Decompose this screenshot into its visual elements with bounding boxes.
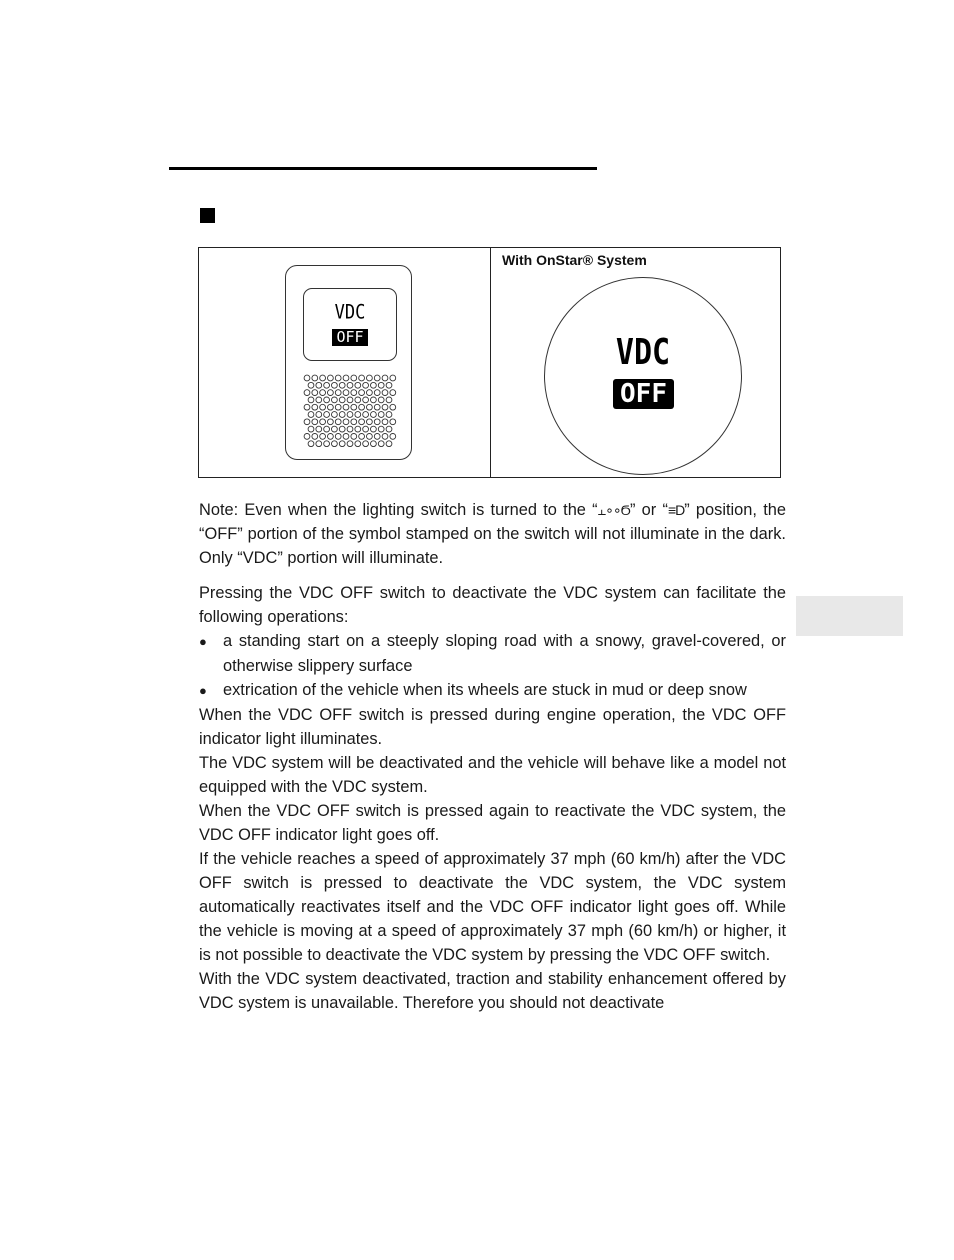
grille-hole (382, 419, 388, 425)
grille-hole (343, 375, 349, 381)
note-text-start: Note: Even when the lighting switch is turned to the “ (199, 501, 598, 519)
grille-hole (335, 375, 341, 381)
indicator-off-label: OFF (613, 379, 674, 409)
grille-hole (324, 412, 330, 418)
grille-hole (308, 382, 314, 388)
grille-hole (382, 375, 388, 381)
bullet-icon: ● (199, 683, 207, 698)
grille-hole (371, 382, 377, 388)
grille-hole (347, 426, 353, 432)
grille-hole (374, 404, 380, 410)
grille-hole (339, 382, 345, 388)
figure-caption: With OnStar® System (502, 252, 647, 268)
note-text-mid: ” or “ (629, 501, 668, 519)
grille-hole (359, 390, 365, 396)
body-text (199, 498, 786, 1015)
grille-hole (355, 382, 361, 388)
body-paragraph: When the VDC OFF switch is pressed during engine operation, the VDC OFF indicator light illuminates. (199, 706, 786, 748)
grille-hole (371, 397, 377, 403)
grille-hole (386, 426, 392, 432)
grille-hole (367, 375, 373, 381)
grille-hole (363, 426, 369, 432)
grille-hole (367, 404, 373, 410)
grille-hole (386, 412, 392, 418)
vdc-off-switch-button (303, 288, 397, 361)
switch-off-label: OFF (332, 329, 368, 346)
grille-hole (367, 390, 373, 396)
grille-hole (378, 397, 384, 403)
indicator-vdc-label: VDC (615, 331, 671, 374)
grille-hole (320, 404, 326, 410)
grille-hole (328, 419, 334, 425)
grille-hole (363, 441, 369, 447)
grille-hole (359, 375, 365, 381)
grille-hole (371, 412, 377, 418)
grille-hole (347, 412, 353, 418)
header-rule (169, 167, 597, 170)
grille-hole (332, 426, 338, 432)
vdc-off-switch (285, 265, 412, 460)
grille-hole (355, 441, 361, 447)
grille-hole (371, 426, 377, 432)
note-text-end: ” position, the “OFF” portion of the symbol stamped on the switch will not illuminate in the dark. Only “VDC” portion will illuminate. (199, 501, 786, 567)
grille-hole (347, 382, 353, 388)
grille-hole (335, 390, 341, 396)
grille-hole (371, 441, 377, 447)
grille-hole (316, 397, 322, 403)
grille-hole (363, 397, 369, 403)
grille-hole (328, 404, 334, 410)
note-paragraph (199, 498, 786, 570)
grille-hole (316, 382, 322, 388)
grille-hole (339, 412, 345, 418)
grille-hole (390, 419, 396, 425)
grille-hole (308, 426, 314, 432)
grille-hole (332, 412, 338, 418)
grille-hole (382, 434, 388, 440)
bullet-item (199, 678, 786, 703)
grille-hole (304, 375, 310, 381)
grille-hole (328, 375, 334, 381)
body-paragraph: If the vehicle reaches a speed of approximately 37 mph (60 km/h) after the VDC OFF switch is pressed to deactivate the VDC system, the VDC system automatically reactivates itself and the VDC OFF indicator light goes off. While the vehicle is moving at a speed of approximately 37 mph (60 km/h) or higher, it is not possible to deactivate the VDC system by pressing the VDC OFF switch. (199, 850, 786, 964)
vdc-off-indicator (544, 277, 742, 475)
grille-hole (382, 404, 388, 410)
grille-hole (386, 397, 392, 403)
grille-hole (320, 419, 326, 425)
grille-hole (335, 434, 341, 440)
body-paragraph: With the VDC system deactivated, traction and stability enhancement offered by VDC system is unavailable. Therefore you should not deactivate (199, 970, 786, 1012)
grille-hole (308, 441, 314, 447)
speaker-grille (303, 374, 397, 448)
grille-hole (320, 434, 326, 440)
grille-hole (374, 375, 380, 381)
grille-hole (390, 434, 396, 440)
grille-hole (347, 397, 353, 403)
grille-hole (312, 390, 318, 396)
grille-hole (312, 375, 318, 381)
grille-hole (304, 390, 310, 396)
grille-hole (332, 397, 338, 403)
intro-paragraph: Pressing the VDC OFF switch to deactivate the VDC system can facilitate the following operations: (199, 584, 786, 626)
grille-hole (339, 397, 345, 403)
grille-hole (390, 390, 396, 396)
bullet-text: a standing start on a steeply sloping road with a snowy, gravel-covered, or otherwise slippery surface (223, 632, 786, 675)
grille-hole (351, 419, 357, 425)
bullet-item (199, 629, 786, 678)
grille-hole (328, 434, 334, 440)
grille-hole (386, 382, 392, 388)
grille-hole (308, 412, 314, 418)
grille-hole (378, 441, 384, 447)
grille-hole (378, 382, 384, 388)
bullet-text: extrication of the vehicle when its wheels are stuck in mud or deep snow (223, 681, 747, 699)
grille-hole (316, 412, 322, 418)
grille-hole (324, 382, 330, 388)
vdc-figure (198, 247, 781, 478)
grille-hole (304, 434, 310, 440)
grille-hole (343, 434, 349, 440)
grille-hole (351, 390, 357, 396)
grille-hole (332, 382, 338, 388)
bullet-icon: ● (199, 634, 207, 649)
grille-hole (324, 426, 330, 432)
grille-hole (347, 441, 353, 447)
grille-hole (386, 441, 392, 447)
grille-hole (312, 404, 318, 410)
grille-hole (339, 441, 345, 447)
grille-hole (390, 375, 396, 381)
grille-hole (355, 397, 361, 403)
grille-hole (328, 390, 334, 396)
grille-hole (378, 412, 384, 418)
grille-hole (304, 404, 310, 410)
chapter-tab (796, 596, 903, 636)
grille-hole (363, 412, 369, 418)
grille-hole (339, 426, 345, 432)
switch-vdc-label: VDC (334, 301, 366, 325)
grille-hole (351, 434, 357, 440)
grille-hole (367, 434, 373, 440)
grille-hole (390, 404, 396, 410)
grille-hole (359, 404, 365, 410)
grille-hole (332, 441, 338, 447)
grille-hole (378, 426, 384, 432)
grille-hole (324, 441, 330, 447)
parking-light-icon: ⫠∘∘Ϭ (597, 502, 630, 518)
section-marker-square (200, 208, 215, 223)
grille-hole (351, 404, 357, 410)
grille-hole (382, 390, 388, 396)
grille-hole (355, 426, 361, 432)
body-paragraph: The VDC system will be deactivated and the vehicle will behave like a model not equipped with the VDC system. (199, 754, 786, 796)
grille-hole (335, 419, 341, 425)
grille-hole (320, 390, 326, 396)
grille-hole (312, 419, 318, 425)
grille-hole (367, 419, 373, 425)
grille-hole (335, 404, 341, 410)
figure-divider (490, 248, 491, 477)
grille-hole (343, 390, 349, 396)
grille-hole (351, 375, 357, 381)
grille-hole (355, 412, 361, 418)
grille-hole (343, 404, 349, 410)
grille-hole (359, 434, 365, 440)
grille-hole (316, 426, 322, 432)
grille-hole (374, 390, 380, 396)
grille-hole (324, 397, 330, 403)
grille-hole (312, 434, 318, 440)
grille-hole (320, 375, 326, 381)
headlight-icon: ≡D (667, 502, 685, 518)
grille-hole (359, 419, 365, 425)
grille-hole (304, 419, 310, 425)
grille-hole (316, 441, 322, 447)
grille-hole (374, 434, 380, 440)
grille-hole (308, 397, 314, 403)
grille-hole (374, 419, 380, 425)
grille-hole (343, 419, 349, 425)
body-paragraph: When the VDC OFF switch is pressed again to reactivate the VDC system, the VDC OFF indicator light goes off. (199, 802, 786, 844)
grille-hole (363, 382, 369, 388)
